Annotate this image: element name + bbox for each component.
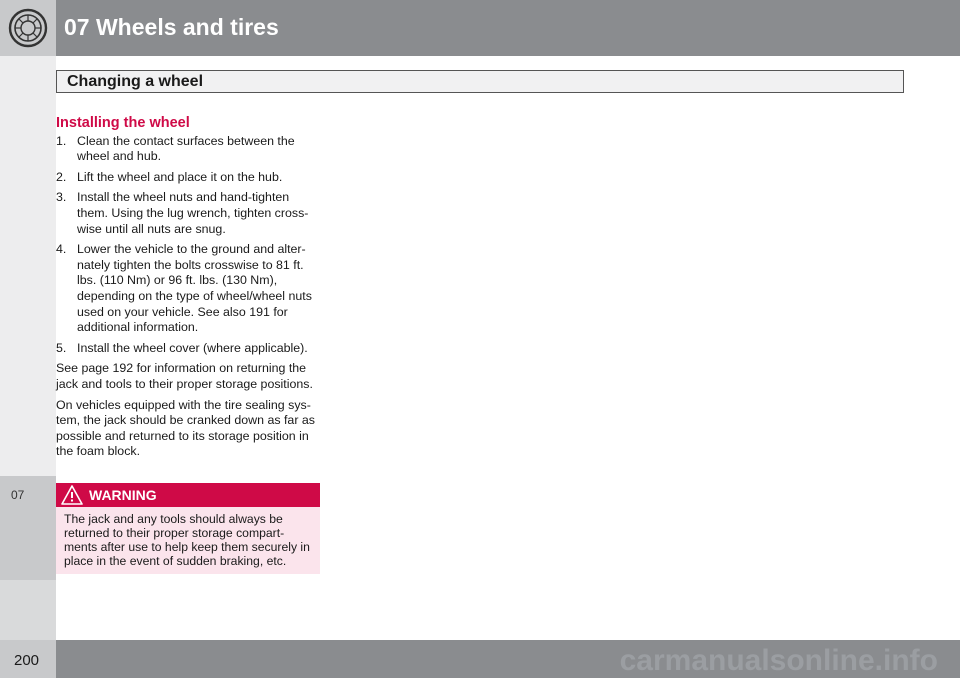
left-margin-strip-upper <box>0 56 56 476</box>
step-text: Install the wheel cover (where applicable). <box>77 340 308 355</box>
page-number: 200 <box>14 652 40 669</box>
warning-text: The jack and any tools should always be returned to their proper storage compart-ments after use to help keep them securely in place in the event of sudden braking, etc. <box>56 507 320 574</box>
list-item <box>56 134 322 165</box>
step-number: 2. <box>56 169 67 184</box>
steps-list <box>56 134 322 357</box>
section-title: Changing a wheel <box>67 73 204 90</box>
list-item <box>56 190 322 237</box>
footer-page-box <box>0 640 56 678</box>
subheading: Installing the wheel <box>56 115 190 131</box>
warning-box <box>56 483 320 574</box>
step-text: Install the wheel nuts and hand-tighten them. Using the lug wrench, tighten cross-wise until all nuts are snug. <box>77 190 309 236</box>
step-text: Lower the vehicle to the ground and alter-nately tighten the bolts crosswise to 81 ft. lbs. (110 Nm) or 96 ft. lbs. (130 Nm), depending on the type of wheel/wheel nuts used on your vehicle. See also 191 for additional information. <box>77 242 312 335</box>
chapter-side-tab-label: 07 <box>11 488 25 502</box>
paragraph-storage: See page 192 for information on returning the jack and tools to their proper storage positions. <box>56 361 313 391</box>
header-icon-box <box>0 0 56 56</box>
main-content <box>56 116 322 465</box>
step-number: 5. <box>56 340 67 355</box>
section-heading-box <box>56 70 904 93</box>
list-item <box>56 170 322 186</box>
paragraph-sealing-system: On vehicles equipped with the tire sealing sys-tem, the jack should be cranked down as far as possible and returned to its storage position in the foam block. <box>56 397 315 459</box>
chapter-title: 07 Wheels and tires <box>64 14 279 40</box>
warning-triangle-icon <box>61 485 83 505</box>
step-text: Clean the contact surfaces between the wheel and hub. <box>77 133 295 164</box>
watermark-text: carmanualsonline.info <box>619 644 938 677</box>
list-item <box>56 242 322 336</box>
warning-title: WARNING <box>89 487 157 503</box>
chapter-side-tab <box>0 476 56 580</box>
step-text: Lift the wheel and place it on the hub. <box>77 169 283 184</box>
warning-header <box>56 483 320 507</box>
step-number: 3. <box>56 190 67 205</box>
step-number: 1. <box>56 133 67 148</box>
list-item <box>56 341 322 357</box>
step-number: 4. <box>56 242 67 257</box>
wheel-tire-icon <box>8 8 48 48</box>
